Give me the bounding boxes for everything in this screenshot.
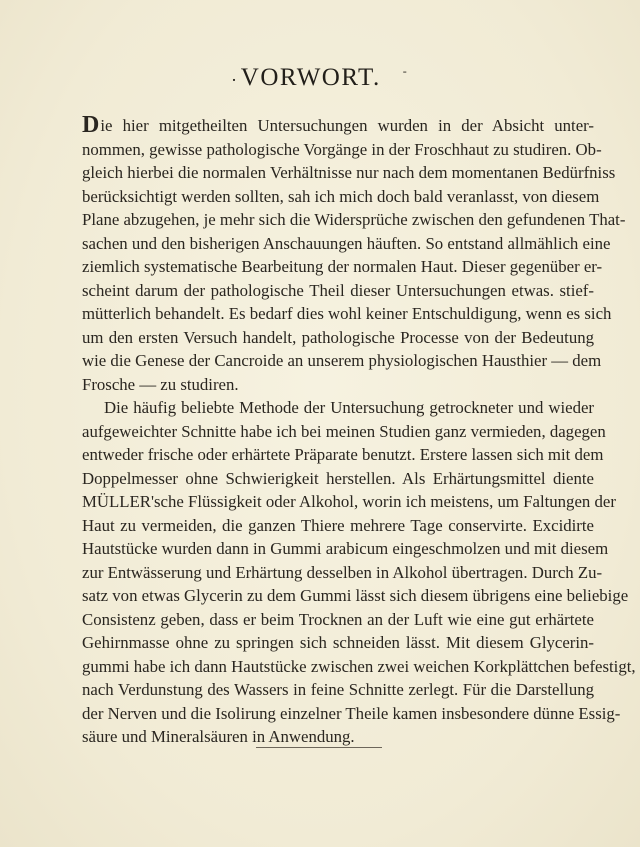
- text-line: Gehirnmasse ohne zu springen sich schneiden lässt. Mit diesem Glycerin-: [82, 633, 594, 652]
- text-line: nach Verdunstung des Wassers in feine Schnitte zerlegt. Für die Darstellung: [82, 680, 594, 699]
- text-line: ziemlich systematische Bearbeitung der normalen Haut. Dieser gegenüber er-: [82, 257, 603, 276]
- text-line: Doppelmesser ohne Schwierigkeit herstellen. Als Erhärtungsmittel diente: [82, 468, 594, 488]
- text-line: wie die Genese der Cancroide an unserem physiologischen Hausthier — dem: [82, 351, 602, 370]
- title-mark: -: [402, 64, 409, 78]
- text-line: satz von etwas Glycerin zu dem Gummi lässt sich diesem übrigens eine beliebige: [82, 586, 629, 605]
- text-line: scheint darum der pathologische Theil dieser Untersuchungen etwas. stief-: [82, 280, 594, 300]
- text-line: Plane abzugehen, je mehr sich die Widersprüche zwischen den gefundenen That-: [82, 210, 626, 229]
- text-line: sachen und den bisherigen Anschauungen häuften. So entstand allmählich eine: [82, 233, 611, 253]
- line-text: ie hier mitgetheilten Untersuchungen wurden in der Absicht unter-: [100, 116, 594, 135]
- drop-cap: D: [82, 112, 100, 138]
- closing-rule: [256, 747, 382, 748]
- text-line: aufgeweichter Schnitte habe ich bei meinen Studien ganz vermieden, dagegen: [82, 421, 606, 441]
- text-line: berücksichtigt werden sollten, sah ich mich doch bald veranlasst, von diesem: [82, 186, 600, 206]
- text-line: um den ersten Versuch handelt, pathologische Processe von der Bedeutung: [82, 327, 594, 347]
- text-line: säure und Mineralsäuren in Anwendung.: [82, 727, 355, 746]
- text-line: MÜLLER'sche Flüssigkeit oder Alkohol, worin ich meistens, um Faltungen der: [82, 492, 616, 511]
- preface-text: [82, 112, 636, 749]
- text-line: der Nerven und die Isolirung einzelner Theile kamen insbesondere dünne Essig-: [82, 703, 621, 723]
- text-line: gleich hierbei die normalen Verhältnisse nur nach dem momentanen Bedürfniss: [82, 163, 616, 182]
- text-line: Die häufig beliebte Methode der Untersuchung getrockneter und wieder: [104, 398, 594, 417]
- text-line: Hautstücke wurden dann in Gummi arabicum eingeschmolzen und mit diesem: [82, 539, 609, 558]
- text-line: entweder frische oder erhärtete Präparate benutzt. Erstere lassen sich mit dem: [82, 445, 604, 464]
- text-line: zur Entwässerung und Erhärtung desselben in Alkohol übertragen. Durch Zu-: [82, 562, 603, 582]
- text-line: Frosche — zu studiren.: [82, 374, 239, 394]
- page-title: [0, 64, 640, 92]
- text-line: gummi habe ich dann Hautstücke zwischen zwei weichen Korkplättchen befestigt,: [82, 656, 636, 676]
- title-dot: .: [231, 65, 238, 85]
- text-line: nommen, gewisse pathologische Vorgänge in der Froschhaut zu studiren. Ob-: [82, 139, 602, 159]
- text-line: Haut zu vermeiden, die ganzen Thiere mehrere Tage conservirte. Excidirte: [82, 515, 594, 535]
- text-line: Consistenz geben, dass er beim Trocknen an der Luft wie eine gut erhärtete: [82, 609, 594, 629]
- title-text: VORWORT.: [240, 64, 381, 91]
- text-line: [82, 114, 594, 138]
- text-line: mütterlich behandelt. Es bedarf dies wohl keiner Entschuldigung, wenn es sich: [82, 304, 612, 323]
